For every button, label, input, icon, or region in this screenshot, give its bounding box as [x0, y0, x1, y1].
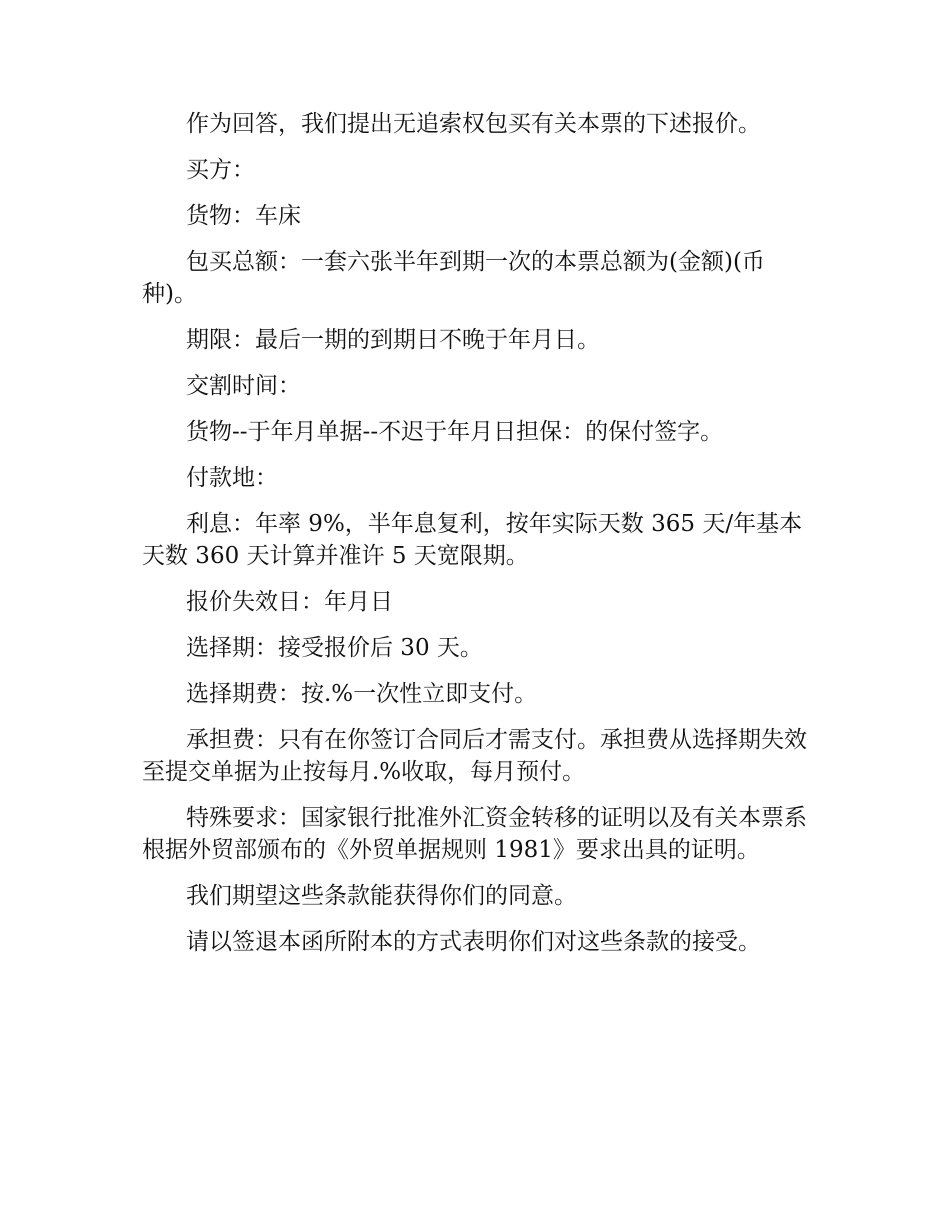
paragraph-payment-place: 付款地：	[186, 465, 278, 491]
paragraph-commitment-fee: 承担费：只有在你签订合同后才需支付。承担费从选择期失效至提交单据为止按每月.%收取，每月预付。	[142, 727, 807, 785]
paragraph-interest: 利息：年率 9%，半年息复利，按年实际天数 365 天/年基本天数 360 天计算并准许 5 天宽限期。	[142, 511, 803, 569]
paragraph-option-fee: 选择期费：按.%一次性立即支付。	[186, 681, 538, 707]
paragraph-delivery-time: 交割时间：	[186, 373, 301, 399]
paragraph-buyer: 买方：	[186, 157, 255, 183]
paragraph-acceptance-request: 请以签退本函所附本的方式表明你们对这些条款的接受。	[186, 929, 761, 955]
paragraph-goods-delivery: 货物--于年月单据--不迟于年月日担保：的保付签字。	[186, 419, 724, 445]
paragraph-option-period: 选择期：接受报价后 30 天。	[186, 635, 483, 661]
paragraph-hope-agreement: 我们期望这些条款能获得你们的同意。	[186, 883, 577, 909]
paragraph-total-amount: 包买总额：一套六张半年到期一次的本票总额为(金额)(币种)。	[142, 249, 765, 307]
paragraph-offer-expiry: 报价失效日：年月日	[186, 589, 393, 615]
paragraph-term: 期限：最后一期的到期日不晚于年月日。	[186, 327, 600, 353]
document-body	[142, 108, 812, 972]
paragraph-special-requirements: 特殊要求：国家银行批准外汇资金转移的证明以及有关本票系根据外贸部颁布的《外贸单据规则 1981》要求出具的证明。	[142, 805, 807, 863]
paragraph-intro: 作为回答，我们提出无追索权包买有关本票的下述报价。	[186, 111, 761, 137]
paragraph-goods: 货物：车床	[186, 203, 301, 229]
